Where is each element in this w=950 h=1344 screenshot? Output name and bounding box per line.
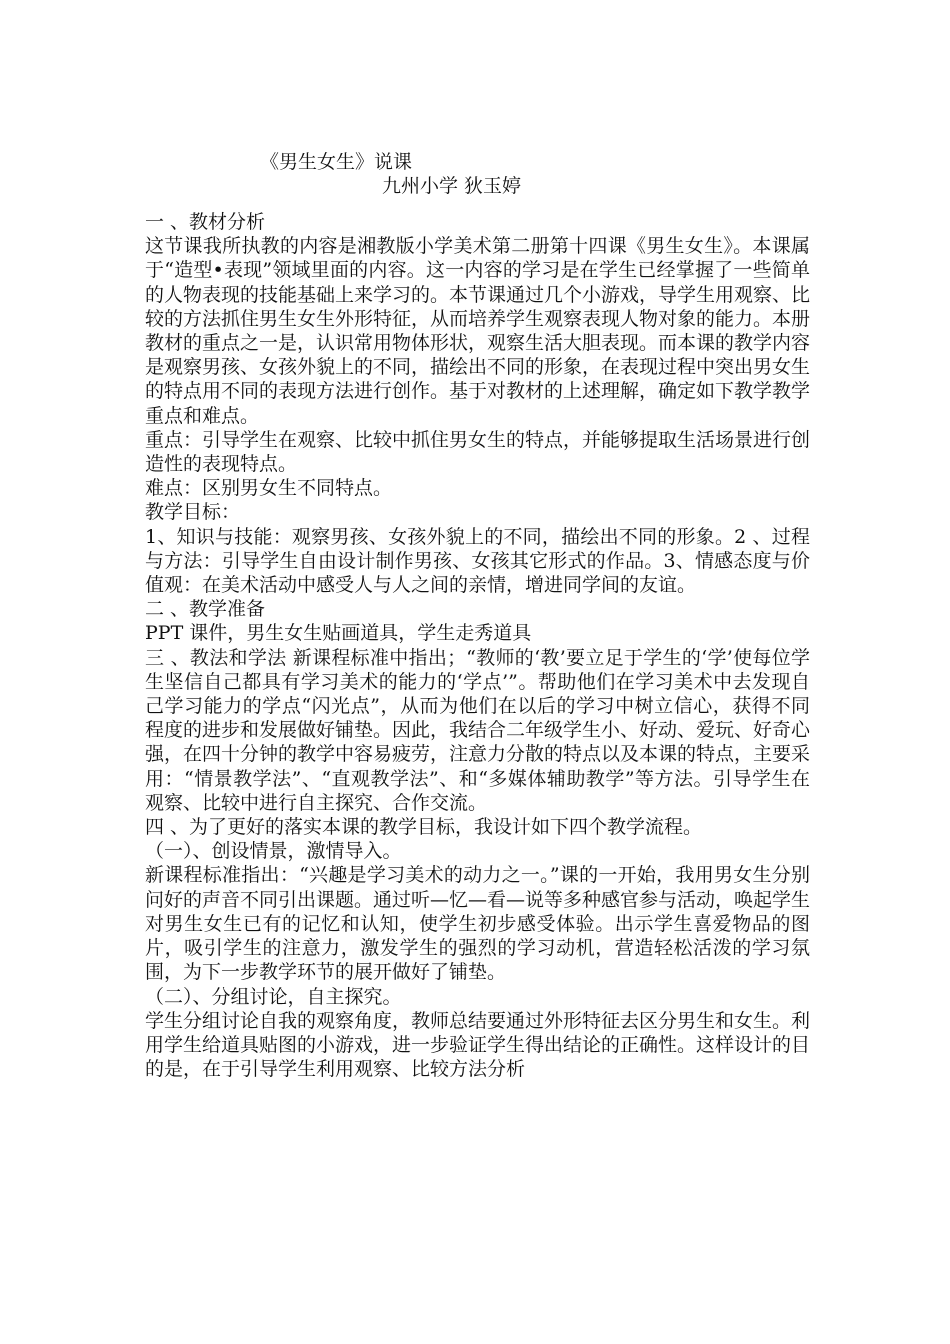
paragraph-material-analysis: 这节课我所执教的内容是湘教版小学美术第二册第十四课《男生女生》。本课属于“造型•表现”领域里面的内容。这一内容的学习是在学生已经掌握了一些简单的人物表现的技能基础上来学习的。本节课通过几个小游戏，导学生用观察、比较的方法抓住男生女生外形特征，从而培养学生观察表现人物对象的能力。本册教材的重点之一是，认识常用物体形状，观察生活大胆表现。而本课的教学内容是观察男孩、女孩外貌上的不同，描绘出不同的形象，在表现过程中突出男女生的特点用不同的表现方法进行创作。基于对教材的上述理解，确定如下教学教学重点和难点。 bbox=[145, 235, 811, 427]
paragraph-step-1: 新课程标准指出：“兴趣是学习美术的动力之一。”课的一开始，我用男女生分别问好的声音不同引出课题。通过听—忆—看—说等多种感官参与活动，唤起学生对男生女生已有的记忆和认知，使学生初步感受体验。出示学生喜爱物品的图片，吸引学生的注意力，激发学生的强烈的学习动机，营造轻松活泼的学习氛围，为下一步教学环节的展开做好了铺垫。 bbox=[145, 864, 811, 984]
document-title: 《男生女生》说课 bbox=[260, 151, 413, 173]
paragraph-objectives: 1、知识与技能：观察男孩、女孩外貌上的不同，描绘出不同的形象。2 、过程与方法：引导学生自由设计制作男孩、女孩其它形式的作品。3、情感态度与价值观：在美术活动中感受人与人之间的亲情，增进同学间的友谊。 bbox=[145, 525, 810, 597]
document-body bbox=[145, 210, 810, 1081]
subheading-step-1: （一）、创设情景，激情导入。 bbox=[145, 840, 402, 863]
section-heading-4: 四 、为了更好的落实本课的教学目标，我设计如下四个教学流程。 bbox=[145, 816, 703, 839]
section-heading-2: 二 、教学准备 bbox=[145, 598, 266, 621]
paragraph-step-2: 学生分组讨论自我的观察角度，教师总结要通过外形特征去区分男生和女生。利用学生给道具贴图的小游戏，进一步验证学生得出结论的正确性。这样设计的目的是，在于引导学生利用观察、比较方法分析 bbox=[145, 1009, 811, 1081]
subheading-step-2: （二）、分组讨论，自主探究。 bbox=[145, 985, 402, 1008]
paragraph-objectives-label: 教学目标： bbox=[145, 501, 241, 524]
paragraph-preparation: PPT 课件，男生女生贴画道具，学生走秀道具 bbox=[145, 622, 532, 645]
section-heading-1: 一 、教材分析 bbox=[145, 211, 266, 233]
paragraph-difficulty: 难点：区别男女生不同特点。 bbox=[145, 477, 393, 500]
paragraph-methods: 三 、教法和学法 新课程标准中指出；“教师的‘教’要立足于学生的‘学’使每位学生坚信自己都具有学习美术的能力的‘学点’”。帮助他们在学习美术中去发现自己学习能力的学点“闪光点”，从而为他们在以后的学习中树立信心，获得不同程度的进步和发展做好铺垫。因此，我结合二年级学生小、好动、爱玩、好奇心强，在四十分钟的教学中容易疲劳，注意力分散的特点以及本课的特点，主要采用：“情景教学法”、“直观教学法”、和“多媒体辅助教学”等方法。引导学生在观察、比较中进行自主探究、合作交流。 bbox=[145, 646, 811, 814]
paragraph-key-point: 重点：引导学生在观察、比较中抓住男女生的特点，并能够提取生活场景进行创造性的表现特点。 bbox=[145, 428, 811, 476]
author-line: 九州小学 狄玉婷 bbox=[382, 175, 522, 197]
